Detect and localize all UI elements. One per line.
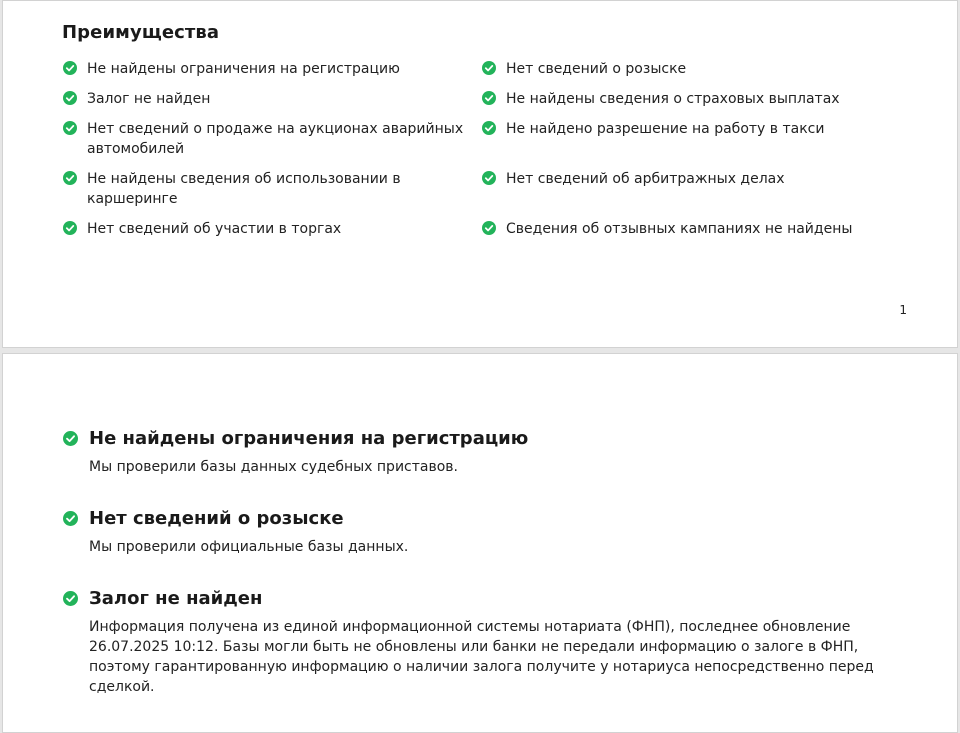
advantage-item	[482, 169, 882, 189]
report-page-2	[2, 353, 958, 733]
advantage-text: Не найдено разрешение на работу в такси	[506, 121, 825, 137]
check-circle-icon	[63, 591, 78, 606]
check-circle-icon	[63, 221, 77, 235]
advantage-text: Нет сведений об участии в торгах	[87, 221, 342, 237]
detail-title: Нет сведений о розыске	[89, 508, 344, 529]
check-circle-icon	[482, 91, 496, 105]
detail-description: Мы проверили базы данных судебных приставов.	[89, 459, 458, 475]
advantage-item	[63, 219, 463, 239]
advantage-text: Нет сведений о продаже на аукционах аварийных автомобилей	[87, 121, 464, 157]
advantage-text: Залог не найден	[87, 91, 211, 107]
detail-title: Залог не найден	[89, 588, 263, 609]
check-circle-icon	[482, 171, 496, 185]
detail-description: Мы проверили официальные базы данных.	[89, 539, 409, 555]
detail-section	[63, 586, 883, 697]
detail-title: Не найдены ограничения на регистрацию	[89, 428, 529, 449]
advantage-item	[63, 59, 463, 79]
check-circle-icon	[482, 61, 496, 75]
detail-description: Информация получена из единой информационной системы нотариата (ФНП), последнее обновление 26.07.2025 10:12. Базы могли быть не обновлены или банки не передали информацию о залоге в ФНП, поэтому гарантированную информацию о наличии залога получите у нотариуса непосредственно перед сделкой.	[89, 619, 874, 695]
advantage-item	[63, 89, 463, 109]
advantage-text: Сведения об отзывных кампаниях не найдены	[506, 221, 853, 237]
check-circle-icon	[63, 171, 77, 185]
check-circle-icon	[482, 121, 496, 135]
advantage-item	[482, 89, 882, 109]
advantages-heading: Преимущества	[62, 22, 220, 43]
advantage-text: Не найдены ограничения на регистрацию	[87, 61, 400, 77]
check-circle-icon	[63, 61, 77, 75]
detail-section	[63, 506, 883, 557]
check-circle-icon	[63, 511, 78, 526]
advantage-text: Не найдены сведения о страховых выплатах	[506, 91, 840, 107]
advantage-item	[63, 119, 463, 159]
advantage-item	[482, 219, 882, 239]
check-circle-icon	[482, 221, 496, 235]
page-number: 1	[899, 303, 907, 317]
advantage-text: Нет сведений об арбитражных делах	[506, 171, 785, 187]
check-circle-icon	[63, 121, 77, 135]
report-page-1	[2, 0, 958, 348]
advantage-item	[63, 169, 463, 209]
check-circle-icon	[63, 91, 77, 105]
advantage-text: Не найдены сведения об использовании в каршеринге	[87, 171, 401, 207]
check-circle-icon	[63, 431, 78, 446]
advantage-text: Нет сведений о розыске	[506, 61, 687, 77]
advantage-item	[482, 119, 882, 139]
detail-section	[63, 426, 883, 477]
advantage-item	[482, 59, 882, 79]
